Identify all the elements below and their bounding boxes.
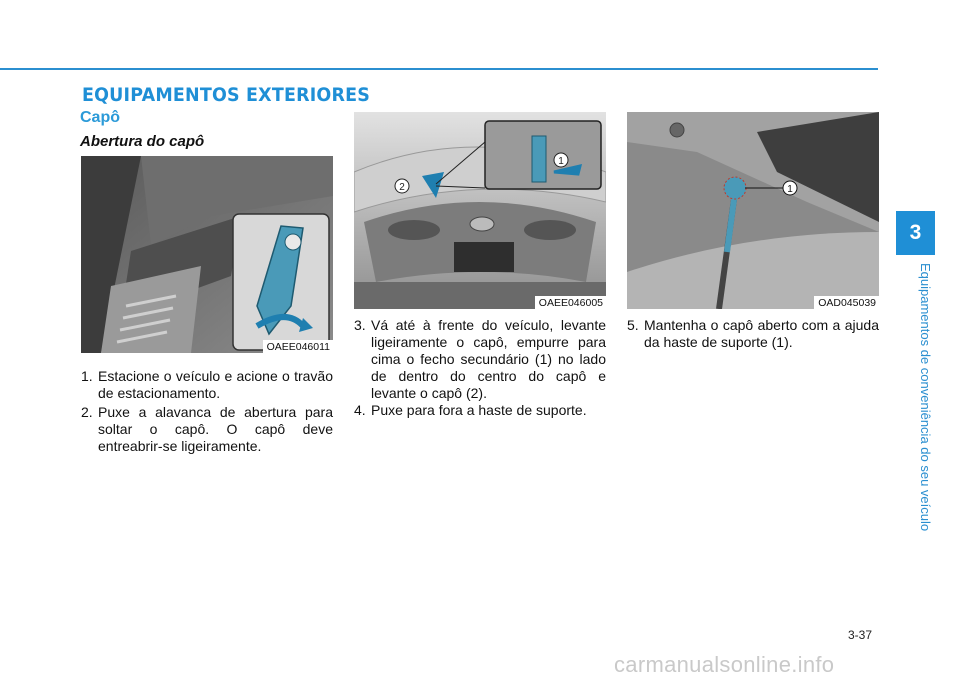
figure2-callout-1: 1 bbox=[558, 156, 564, 167]
figure-code: OAEE046011 bbox=[263, 340, 333, 353]
chapter-label: Equipamentos de conveniência do seu veículo bbox=[918, 263, 933, 532]
figure2-callout-2: 2 bbox=[399, 182, 405, 193]
figure-hood-support-rod bbox=[627, 112, 879, 309]
step-text: Puxe para fora a haste de suporte. bbox=[371, 402, 587, 418]
step-number: 3. bbox=[354, 317, 366, 333]
figure-hood-release-lever bbox=[81, 156, 333, 353]
step-2 bbox=[81, 404, 333, 455]
step-4 bbox=[354, 402, 606, 419]
page-number: 3-37 bbox=[848, 628, 873, 642]
step-number: 1. bbox=[81, 368, 93, 384]
step-number: 2. bbox=[81, 404, 93, 420]
subsection-title: Capô bbox=[80, 109, 120, 126]
hood-support-rod-icon bbox=[627, 112, 879, 309]
step-text: Mantenha o capô aberto com a ajuda da haste de suporte (1). bbox=[644, 317, 879, 350]
figure-code: OAD045039 bbox=[814, 296, 879, 309]
step-text: Estacione o veículo e acione o travão de estacionamento. bbox=[98, 368, 333, 401]
hood-secondary-latch-icon bbox=[354, 112, 606, 309]
chapter-tab: 3 bbox=[896, 211, 935, 255]
step-text: Vá até à frente do veículo, levante ligeiramente o capô, empurre para cima o fecho secundário (1) no lado de dentro do centro do capô e levante o capô (2). bbox=[371, 317, 606, 401]
figure3-callout-1: 1 bbox=[787, 184, 793, 195]
header-rule bbox=[0, 68, 878, 70]
step-number: 4. bbox=[354, 402, 366, 418]
step-text: Puxe a alavanca de abertura para soltar o capô. O capô deve entreabrir-se ligeiramente. bbox=[98, 404, 333, 454]
figure-hood-secondary-latch bbox=[354, 112, 606, 309]
figure-code: OAEE046005 bbox=[535, 296, 606, 309]
hood-release-lever-icon bbox=[81, 156, 333, 353]
step-5 bbox=[627, 317, 879, 351]
step-1 bbox=[81, 368, 333, 402]
watermark: carmanualsonline.info bbox=[614, 652, 835, 677]
step-number: 5. bbox=[627, 317, 639, 333]
sub-heading: Abertura do capô bbox=[80, 133, 205, 150]
step-3 bbox=[354, 317, 606, 402]
section-title: EQUIPAMENTOS EXTERIORES bbox=[82, 84, 370, 106]
